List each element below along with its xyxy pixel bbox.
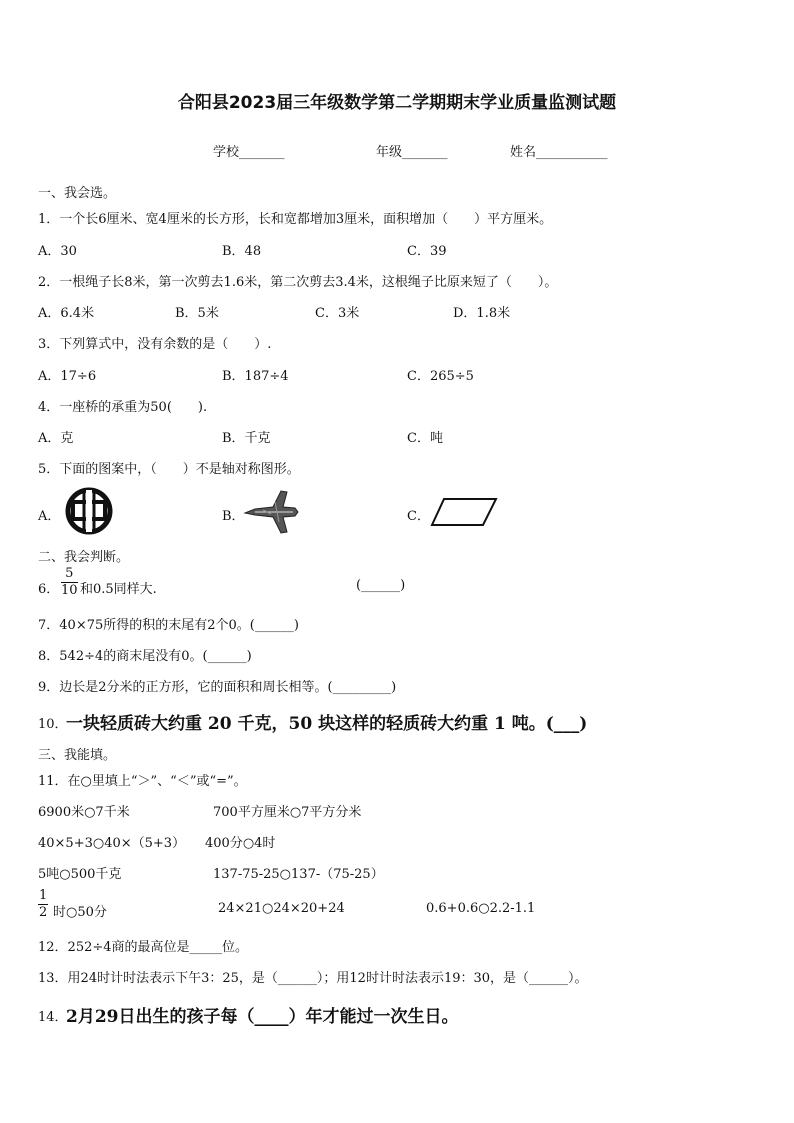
q3-option-b: B．187÷4 [222,369,289,384]
q3-option-c: C．265÷5 [407,369,474,384]
q6-fraction [61,566,78,599]
q1-option-b: B．48 [222,244,262,259]
q1-option-a: A．30 [38,244,77,259]
question-13: 13．用24时计时法表示下午3：25，是（______）；用12时计时法表示19：30，是（______）。 [38,971,588,986]
q3-option-a: A．17÷6 [38,369,97,384]
q11-item: 24×21○24×20+24 [218,901,345,916]
question-1: 1．一个长6厘米、宽4厘米的长方形，长和宽都增加3厘米，面积增加（ ）平方厘米。 [38,212,553,227]
q2-option-b: B．5米 [175,306,219,321]
section-heading-3: 三、我能填。 [38,748,117,763]
q6-text: 和0.5同样大. [80,582,157,597]
q5-option-a: A． [38,509,61,524]
q11-item: 时○50分 [53,905,107,920]
section-heading-2: 二、我会判断。 [38,550,130,565]
q6-number: 6． [38,582,60,597]
question-2: 2．一根绳子长8米，第一次剪去1.6米，第二次剪去3.4米，这根绳子比原来短了（ ）。 [38,275,558,290]
q11-item: 0.6+0.6○2.2-1.1 [426,901,536,916]
q1-option-c: C．39 [407,244,447,259]
question-11: 11．在○里填上“＞”、“＜”或“=”。 [38,774,247,789]
question-7: 7．40×75所得的积的末尾有2个0。(______) [38,618,299,633]
q5-option-c: C． [407,509,430,524]
q11-item: 5吨○500千克 [38,867,122,882]
jet-plane-figure [243,488,299,536]
question-3: 3．下列算式中，没有余数的是（ ）. [38,337,272,352]
q2-option-a: A．6.4米 [38,306,95,321]
q11-fraction [38,888,48,921]
q5-option-b: B． [222,509,245,524]
school-field: 学校_______ [213,145,285,160]
parallelogram-figure [430,497,498,527]
q6-fraction-denominator: 10 [61,583,78,598]
q11-fraction-denominator: 2 [39,905,48,920]
q4-option-c: C．吨 [407,431,443,446]
question-8: 8．542÷4的商末尾没有0。(______) [38,649,252,664]
page-title: 合阳县2023届三年级数学第二学期期末学业质量监测试题 [177,93,617,113]
q11-item: 40×5+3○40×（5+3） [38,836,186,851]
section-heading-1: 一、我会选。 [38,186,117,201]
q11-item: 137-75-25○137-（75-25） [213,867,384,882]
question-12: 12．252÷4商的最高位是_____位。 [38,940,249,955]
q11-item: 400分○4时 [205,836,276,851]
question-14: 2月29日出生的孩子每（____）年才能过一次生日。 [66,1007,459,1027]
q11-item: 700平方厘米○7平方分米 [213,805,362,820]
q14-number: 14． [38,1010,68,1025]
q6-answer-blank[interactable]: (______) [356,578,406,593]
q4-option-a: A．克 [38,431,74,446]
q2-option-c: C．3米 [315,306,360,321]
question-10: 一块轻质砖大约重 20 千克，50 块这样的轻质砖大约重 1 吨。(___) [66,714,588,734]
q6-fraction-numerator: 5 [61,566,78,583]
q4-option-b: B．千克 [222,431,271,446]
q10-number: 10． [38,717,68,732]
question-5: 5．下面的图案中，（ ）不是轴对称图形。 [38,462,300,477]
q11-fraction-numerator: 1 [39,888,48,903]
question-9: 9．边长是2分米的正方形，它的面积和周长相等。(_________) [38,680,397,695]
name-field: 姓名___________ [510,145,608,160]
grade-field: 年级_______ [376,145,448,160]
q2-option-d: D．1.8米 [453,306,511,321]
question-4: 4．一座桥的承重为50( ). [38,400,208,415]
bank-logo-figure [63,488,115,534]
q11-item: 6900米○7千米 [38,805,130,820]
